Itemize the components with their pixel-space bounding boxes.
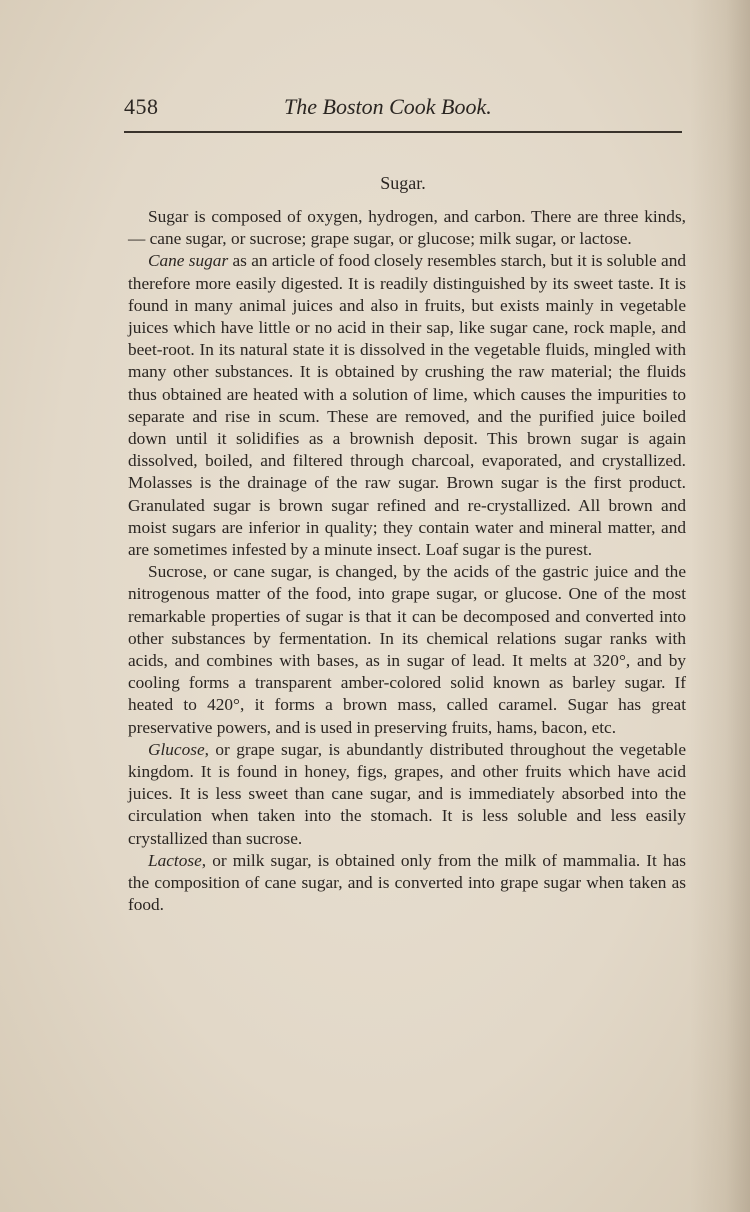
section-title: Sugar. [380,173,426,193]
paragraph-lead-term: Cane sugar [148,251,229,271]
paragraph [128,739,686,850]
paragraph [128,850,686,917]
page-edge-shadow [690,0,750,1212]
paragraph-text: Sucrose, or cane sugar, is changed, by the acids of the gastric juice and the nitrogenous matter of the food, into grape sugar, or glucose. One of the most remarkable properties of sugar is that it can be decomposed and converted into other substances by fermentation. In its chemical relations sugar ranks with acids, and combines with bases, as in sugar of lead. It melts at 320°, and by cooling forms a transparent amber-colored solid known as barley sugar. If heated to 420°, it forms a brown mass, called caramel. Sugar has great preservative powers, and is used in preserving fruits, hams, bacon, etc. [128,562,686,737]
body-text [128,206,686,917]
paragraph [128,561,686,739]
page-number: 458 [124,94,159,119]
paragraph-text: , or milk sugar, is obtained only from the milk of mammalia. It has the composition of cane sugar, and is converted into grape sugar when taken as food. [128,850,686,915]
paragraph-lead-term: Glucose [148,739,205,759]
paragraph-lead-term: Lactose [148,850,202,870]
paragraph [128,206,686,250]
running-title: The Boston Cook Book. [284,94,492,119]
page-header [124,94,682,134]
paragraph-text: as an article of food closely resembles starch, but it is soluble and therefore more easily digested. It is readily distinguished by its sweet taste. It is found in many animal juices and also in fruits, but exists mainly in vegetable juices which have little or no acid in their sap, like sugar cane, rock maple, and beet-root. In its natural state it is dissolved in the vegetable fluids, mingled with many other substances. It is obtained by crushing the raw material; the fluids thus obtained are heated with a solution of lime, which causes the impurities to separate and rise in scum. These are removed, and the purified juice boiled down until it solidifies as a brownish deposit. This brown sugar is again dissolved, boiled, and filtered through charcoal, evaporated, and crystallized. Molasses is the drainage of the raw sugar. Brown sugar is the first product. Granulated sugar is brown sugar refined and re-crystallized. All brown and moist sugars are inferior in quality; they contain water and mineral matter, and are sometimes infested by a minute insect. Loaf sugar is the purest. [128,251,686,560]
paragraph-text: , or grape sugar, is abundantly distributed throughout the vegetable kingdom. It is found in honey, figs, grapes, and other fruits which have acid juices. It is less sweet than cane sugar, and is immediately absorbed into the circulation when taken into the stomach. It is less soluble and less easily crystallized than sucrose. [128,739,686,848]
paragraph [128,250,686,561]
paragraph-text: Sugar is composed of oxygen, hydrogen, and carbon. There are three kinds, — cane sugar, or sucrose; grape sugar, or glucose; milk sugar, or lactose. [128,207,686,249]
header-rule [124,131,682,133]
